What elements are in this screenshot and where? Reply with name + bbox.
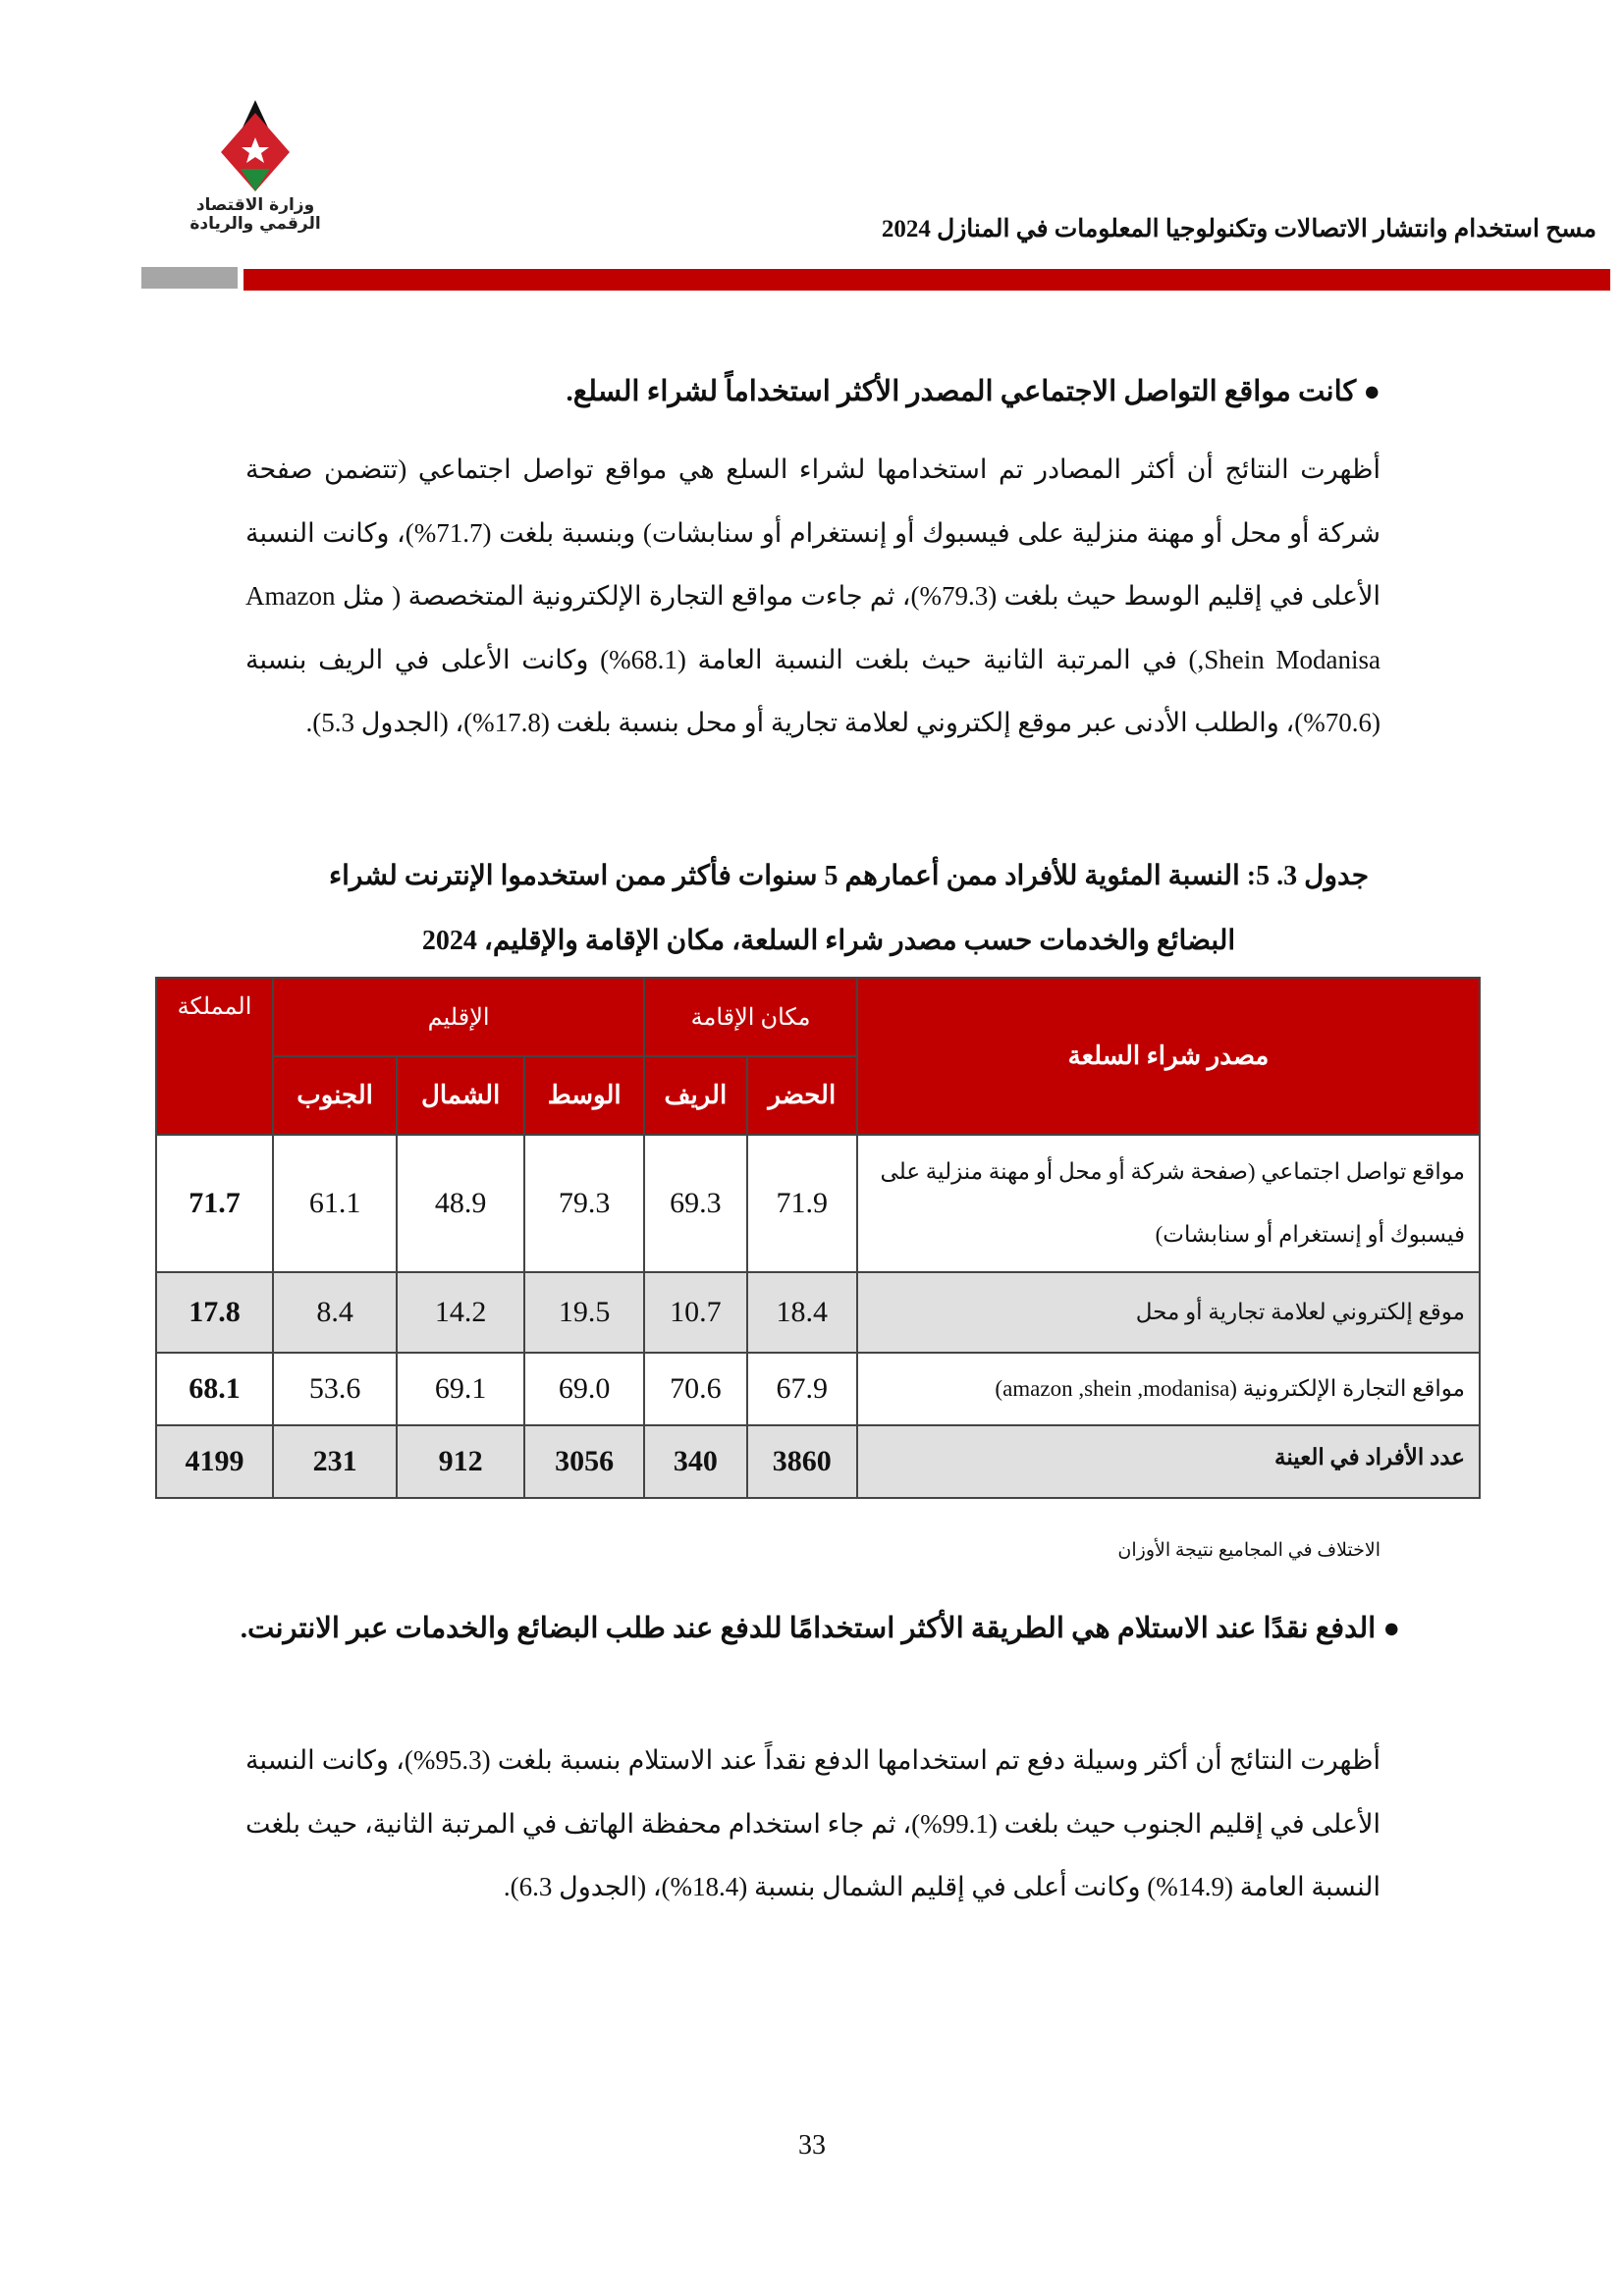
header-red-bar [244,269,1610,291]
cell: 4199 [156,1425,273,1498]
row-label: مواقع تواصل اجتماعي (صفحة شركة أو محل أو مهنة منزلية على فيسبوك أو إنستغرام أو سنابشات) [857,1135,1480,1272]
col-rural: الريف [644,1056,746,1135]
row-label: موقع إلكتروني لعلامة تجارية أو محل [857,1272,1480,1353]
col-residence: مكان الإقامة [644,978,857,1056]
cell: 68.1 [156,1353,273,1425]
table-row [156,1353,1480,1425]
col-source: مصدر شراء السلعة [857,978,1480,1135]
table-caption-line1: جدول 3. 5: النسبة المئوية للأفراد ممن أعمارهم 5 سنوات فأكثر ممن استخدموا الإنترنت لشراء [328,861,1369,891]
row-label: مواقع التجارة الإلكترونية (amazon ,shein ,modanisa) [857,1353,1480,1425]
cell: 19.5 [524,1272,644,1353]
cell: 48.9 [397,1135,524,1272]
col-region: الإقليم [273,978,644,1056]
ministry-logo [187,98,324,234]
col-urban: الحضر [747,1056,857,1135]
cell: 71.7 [156,1135,273,1272]
cell: 3860 [747,1425,857,1498]
page-number: 33 [798,2130,826,2161]
col-north: الشمال [397,1056,524,1135]
table-row [156,1135,1480,1272]
cell: 231 [273,1425,397,1498]
section1-heading: ● كانت مواقع التواصل الاجتماعي المصدر الأكثر استخداماً لشراء السلع. [566,376,1380,407]
header-gray-bar [141,267,238,289]
cell: 69.0 [524,1353,644,1425]
cell: 67.9 [747,1353,857,1425]
cell: 8.4 [273,1272,397,1353]
jordan-emblem-icon [211,98,299,196]
cell: 17.8 [156,1272,273,1353]
cell: 14.2 [397,1272,524,1353]
cell: 70.6 [644,1353,746,1425]
cell: 912 [397,1425,524,1498]
report-title: مسح استخدام وانتشار الاتصالات وتكنولوجيا المعلومات في المنازل 2024 [881,216,1597,242]
row-label: عدد الأفراد في العينة [857,1425,1480,1498]
cell: 69.1 [397,1353,524,1425]
cell: 61.1 [273,1135,397,1272]
cell: 340 [644,1425,746,1498]
table-row [156,1272,1480,1353]
cell: 18.4 [747,1272,857,1353]
col-kingdom: المملكة [156,978,273,1135]
col-south: الجنوب [273,1056,397,1135]
cell: 53.6 [273,1353,397,1425]
table-caption-line2: البضائع والخدمات حسب مصدر شراء السلعة، مكان الإقامة والإقليم، 2024 [421,926,1236,956]
cell: 3056 [524,1425,644,1498]
logo-text-line2: الرقمي والريادة [189,214,321,234]
cell: 79.3 [524,1135,644,1272]
table-row [156,1425,1480,1498]
cell: 71.9 [747,1135,857,1272]
cell: 10.7 [644,1272,746,1353]
cell: 69.3 [644,1135,746,1272]
section2-heading: ● الدفع نقدًا عند الاستلام هي الطريقة الأكثر استخدامًا للدفع عند طلب البضائع والخدمات عبر الانترنت. [240,1613,1400,1644]
purchase-source-table [155,977,1481,1499]
col-central: الوسط [524,1056,644,1135]
section2-paragraph: أظهرت النتائج أن أكثر وسيلة دفع تم استخدامها الدفع نقداً عند الاستلام بنسبة بلغت (95.3%)، وكانت النسبة الأعلى في إقليم الجنوب حيث بلغت (99.1%)، ثم جاء استخدام محفظة الهاتف في المرتبة الثانية، حيث بلغت النسبة العامة (14.9%) وكانت أعلى في إقليم الشمال بنسبة (18.4%)، (الجدول 6.3). [245,1745,1380,1901]
section1-paragraph: أظهرت النتائج أن أكثر المصادر تم استخدامها لشراء السلع هي مواقع تواصل اجتماعي (تتضمن صفحة شركة أو محل أو مهنة منزلية على فيسبوك أو إنستغرام أو سنابشات) وبنسبة بلغت (71.7%)، وكانت النسبة الأعلى في إقليم الوسط حيث بلغت (79.3%)، ثم جاءت مواقع التجارة الإلكترونية المتخصصة ( مثل Amazon ,Shein Modanisa) في المرتبة الثانية حيث بلغت النسبة العامة (68.1%) وكانت الأعلى في الريف بنسبة (70.6%)، والطلب الأدنى عبر موقع إلكتروني لعلامة تجارية أو محل بنسبة بلغت (17.8%)، (الجدول 5.3). [245,454,1380,737]
table-note: الاختلاف في المجاميع نتيجة الأوزان [1117,1540,1380,1561]
logo-text-line1: وزارة الاقتصاد [195,195,315,215]
